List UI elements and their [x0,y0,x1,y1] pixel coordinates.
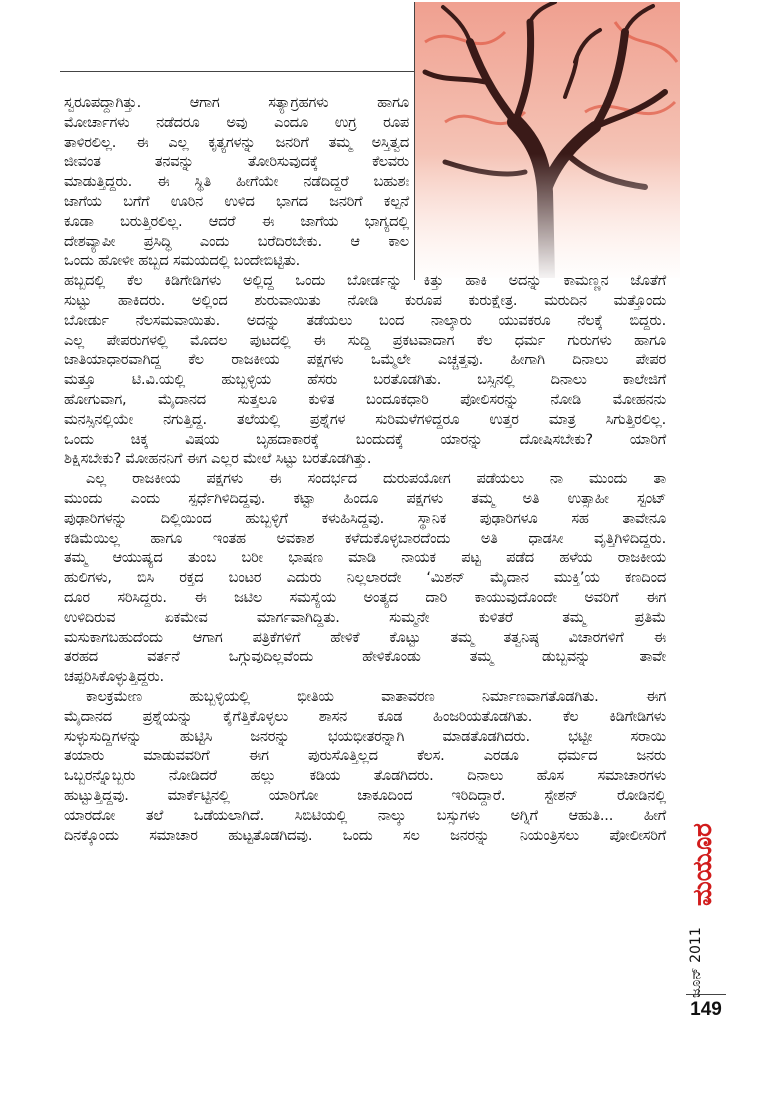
article-line: ಮೈದಾನದ ಪ್ರಶ್ನೆಯನ್ನು ಕೈಗೆತ್ತಿಕೊಳ್ಳಲು ಶಾಸನ ಕೂಡ ಹಿಂಜರಿಯತೊಡಗಿತು. ಕೆಲ ಕಿಡಿಗೇಡಿಗಳು [64,708,666,725]
article-line: ಉಳಿದಿರುವ ಏಕಮೇವ ಮಾರ್ಗವಾಗಿದ್ದಿತು. ಸುಮ್ಮನೇ ಕುಳಿತರೆ ತಮ್ಮ ಪ್ರತಿಮೆ [64,609,666,626]
article-line: ತಾಳಿರಲಿಲ್ಲ. ಈ ಎಲ್ಲ ಕೃತ್ಯಗಳನ್ನು ಜನರಿಗೆ ತಮ್ಮ ಅಸ್ತಿತ್ವದ [64,134,409,151]
page-number-rule [686,994,726,995]
article-line: ಒಂದು ಹೋಳೀ ಹಬ್ಬದ ಸಮಯದಲ್ಲಿ ಬಂದೇಬಿಟ್ಟಿತು. [64,253,301,270]
article-line: ಎಲ್ಲ ಪೇಪರುಗಳಲ್ಲಿ ಮೊದಲ ಪುಟದಲ್ಲಿ ಈ ಸುದ್ದಿ ಪ್ರಕಟವಾದಾಗ ಕೆಲ ಧರ್ಮ ಗುರುಗಳು ಹಾಗೂ [64,332,666,349]
article-line: ಮಾಡುತ್ತಿದ್ದರು. ಈ ಸ್ಥಿತಿ ಹೀಗೆಯೇ ನಡೆದಿದ್ದರೆ ಬಹುಶಃ [64,174,409,191]
article-line: ಬೋರ್ಡು ನೆಲಸಮವಾಯಿತು. ಅದನ್ನು ತಡೆಯಲು ಬಂದ ನಾಲ್ಕಾರು ಯುವಕರೂ ನೆಲಕ್ಕೆ ಬಿದ್ದರು. [64,312,666,329]
article-line: ಒಂದು ಚಿಕ್ಕ ವಿಷಯ ಬೃಹದಾಕಾರಕ್ಕೆ ಬಂದುದಕ್ಕೆ ಯಾರನ್ನು ದೋಷಿಸಬೇಕು? ಯಾರಿಗೆ [64,431,666,448]
article-line: ಹುಟ್ಟುತ್ತಿದ್ದವು. ಮಾರ್ಕೆಟ್ಟಿನಲ್ಲಿ ಯಾರಿಗೋ ಚಾಕೂದಿಂದ ಇರಿದಿದ್ದಾರೆ. ಸ್ಟೇಶನ್ ರೋಡಿನಲ್ಲಿ [64,788,666,804]
magazine-name: ಮಯೂರ [688,823,718,907]
article-line: ದೇಶವ್ಯಾಪೀ ಪ್ರಸಿದ್ಧಿ ಎಂದು ಬರೆದಿರಬೇಕು. ಆ ಕಾಲ [64,233,409,250]
column-divider [414,2,415,280]
article-line: ಕಾಲಕ್ರಮೇಣ ಹುಬ್ಬಳ್ಳಿಯಲ್ಲಿ ಭೀತಿಯ ವಾತಾವರಣ ನಿರ್ಮಾಣವಾಗತೊಡಗಿತು. ಈಗ [86,689,666,705]
article-line: ದಿನಕ್ಕೊಂದು ಸಮಾಚಾರ ಹುಟ್ಟತೊಡಗಿದವು. ಒಂದು ಸಲ ಜನರನ್ನು ನಿಯಂತ್ರಿಸಲು ಪೋಲೀಸರಿಗೆ [64,827,666,844]
article-line: ಜೀವಂತ ತನವನ್ನು ತೋರಿಸುವುದಕ್ಕೆ ಕೆಲವರು [64,154,409,171]
article-line: ಹುಲಿಗಳು, ಬಿಸಿ ರಕ್ತದ ಬಂಟರ ಎದುರು ನಿಲ್ಲಲಾರದೇ ‘ಮಿಶನ್ ಮೈದಾನ ಮುಕ್ತಿ’ಯ ಕಣದಿಂದ [64,570,666,587]
article-line: ಎಲ್ಲ ರಾಜಕೀಯ ಪಕ್ಷಗಳು ಈ ಸಂದರ್ಭದ ದುರುಪಯೋಗ ಪಡೆಯಲು ನಾ ಮುಂದು ತಾ [86,471,666,488]
article-line: ಕೂಡಾ ಬರುತ್ತಿರಲಿಲ್ಲ. ಆದರೆ ಈ ಜಾಗೆಯ ಭಾಗ್ಯದಲ್ಲಿ [64,213,409,230]
article-line: ಮಸುಕಾಗಬಹುದೆಂದು ಆಗಾಗ ಪತ್ರಿಕೆಗಳಿಗೆ ಹೇಳಿಕೆ ಕೊಟ್ಟು ತಮ್ಮ ತತ್ವನಿಷ್ಠ ವಿಚಾರಗಳಿಗೆ ಈ [64,629,666,646]
page-number: 149 [690,999,722,1020]
article-line: ಒಬ್ಬರನ್ನೊಬ್ಬರು ನೋಡಿದರೆ ಹಲ್ಲು ಕಡಿಯ ತೊಡಗಿದರು. ದಿನಾಲು ಹೊಸ ಸಮಾಚಾರಗಳು [64,768,666,785]
article-line: ಮನಸ್ಸಿನಲ್ಲಿಯೇ ನಗುತ್ತಿದ್ದ. ತಲೆಯಲ್ಲಿ ಪ್ರಶ್ನೆಗಳ ಸುರಿಮಳೆಗಳಿದ್ದರೂ ಉತ್ತರ ಮಾತ್ರ ಸಿಗುತ್ತಿರಲಿಲ್ಲ. [64,411,666,428]
article-line: ಸ್ವರೂಪದ್ದಾಗಿತ್ತು. ಆಗಾಗ ಸತ್ಯಾಗ್ರಹಗಳು ಹಾಗೂ [64,95,409,111]
article-line: ತಮ್ಮ ಆಯುಷ್ಯದ ತುಂಬ ಬರೀ ಭಾಷಣ ಮಾಡಿ ನಾಯಕ ಪಟ್ಟ ಪಡೆದ ಹಳೆಯ ರಾಜಕೀಯ [64,550,666,567]
article-line: ಹೋಗುವಾಗ, ಮೈದಾನದ ಸುತ್ತಲೂ ಕುಳಿತ ಬಂದೂಕಧಾರಿ ಪೋಲಿಸರನ್ನು ನೋಡಿ ಮೋಹನನು [64,392,666,408]
issue-date: ಜೂನ್ 2011 [688,927,704,998]
article-line: ಮತ್ತೂ ಟಿ.ವಿ.ಯಲ್ಲಿ ಹುಬ್ಬಳ್ಳಿಯ ಹೆಸರು ಬರತೊಡಗಿತು. ಬಸ್ಸಿನಲ್ಲಿ ದಿನಾಲು ಕಾಲೇಜಿಗೆ [64,372,666,389]
tree-illustration [415,2,680,278]
article-line: ಸುಟ್ಟು ಹಾಕಿದರು. ಅಲ್ಲಿಂದ ಶುರುವಾಯಿತು ನೋಡಿ ಕುರೂಪ ಕುರುಕ್ಷೇತ್ರ. ಮರುದಿನ ಮತ್ತೊಂದು [64,293,666,309]
article-line: ತಯಾರು ಮಾಡುವವರಿಗೆ ಈಗ ಪುರುಸೊತ್ತಿಲ್ಲದ ಕೆಲಸ. ಎರಡೂ ಧರ್ಮದ ಜನರು [64,748,666,765]
article-line: ದೂರ ಸರಿಸಿದ್ದರು. ಈ ಜಟಿಲ ಸಮಸ್ಯೆಯ ಅಂತ್ಯದ ದಾರಿ ಕಾಯುವುದೊಂದೇ ಅವರಿಗೆ ಈಗ [64,590,666,606]
article-line: ಸುಳ್ಳುಸುದ್ದಿಗಳನ್ನು ಹುಟ್ಟಿಸಿ ಜನರನ್ನು ಭಯಭೀತರನ್ನಾಗಿ ಮಾಡತೊಡಗಿದರು. ಭಟ್ಟೀ ಸರಾಯಿ [64,728,666,745]
article-line: ಪುಢಾರಿಗಳನ್ನು ದಿಲ್ಲಿಯಿಂದ ಹುಬ್ಬಳ್ಳಿಗೆ ಕಳುಹಿಸಿದ್ದವು. ಸ್ಥಾನಿಕ ಪುಢಾರಿಗಳೂ ಸಹ ತಾವೇನೂ [64,510,666,527]
article-line: ತರಹದ ವರ್ತನೆ ಒಗ್ಗುವುದಿಲ್ಲವೆಂದು ಹೇಳಿಕೊಂಡು ತಮ್ಮ ಡುಬ್ಬವನ್ನು ತಾವೇ [64,649,666,666]
header-rule [60,71,415,72]
article-line: ಹಬ್ಬದಲ್ಲಿ ಕೆಲ ಕಿಡಿಗೇಡಿಗಳು ಅಲ್ಲಿದ್ದ ಒಂದು ಬೋರ್ಡನ್ನು ಕಿತ್ತು ಹಾಕಿ ಅದನ್ನು ಕಾಮಣ್ಣನ ಜೊತೆಗೆ [64,273,666,290]
article-line: ಚಪ್ಪರಿಸಿಕೊಳ್ಳುತ್ತಿದ್ದರು. [64,669,164,686]
article-line: ಶಿಕ್ಷಿಸಬೇಕು? ಮೋಹನನಿಗೆ ಈಗ ಎಲ್ಲರ ಮೇಲೆ ಸಿಟ್ಟು ಬರತೊಡಗಿತ್ತು. [64,451,372,468]
article-line: ಕಡಿಮೆಯಿಲ್ಲ ಹಾಗೂ ಇಂತಹ ಅವಕಾಶ ಕಳೆದುಕೊಳ್ಳಬಾರದೆಂದು ಅತಿ ಧಾಡಸೀ ವೃತ್ತಿಗಿಳಿದಿದ್ದರು. [64,530,666,547]
article-line: ಮೋರ್ಚಾಗಳು ನಡೆದರೂ ಅವು ಎಂದೂ ಉಗ್ರ ರೂಪ [64,114,409,131]
article-line: ಮುಂದು ಎಂದು ಸ್ಪರ್ಧೆಗಿಳಿದಿದ್ದವು. ಕಟ್ಟಾ ಹಿಂದೂ ಪಕ್ಷಗಳು ತಮ್ಮ ಅತಿ ಉತ್ಸಾಹೀ ಸ್ಟಂಟ್ [64,491,666,507]
article-line: ಜಾಗೆಯ ಬಗೆಗೆ ಊರಿನ ಉಳಿದ ಭಾಗದ ಜನರಿಗೆ ಕಲ್ಪನೆ [64,194,409,210]
article-line: ಜಾತಿಯಾಧಾರವಾಗಿದ್ದ ಕೆಲ ರಾಜಕೀಯ ಪಕ್ಷಗಳು ಒಮ್ಮೆಲೇ ಎಚ್ಚತ್ತವು. ಹೀಗಾಗಿ ದಿನಾಲು ಪೇಪರ [64,352,666,369]
magazine-sidebar [688,795,722,1000]
article-line: ಯಾರದೋ ತಲೆ ಒಡೆಯಲಾಗಿದೆ. ಸಿಬಿಟಿಯಲ್ಲಿ ನಾಲ್ಕು ಬಸ್ಸುಗಳು ಅಗ್ನಿಗೆ ಆಹುತಿ... ಹೀಗೆ [64,807,666,824]
